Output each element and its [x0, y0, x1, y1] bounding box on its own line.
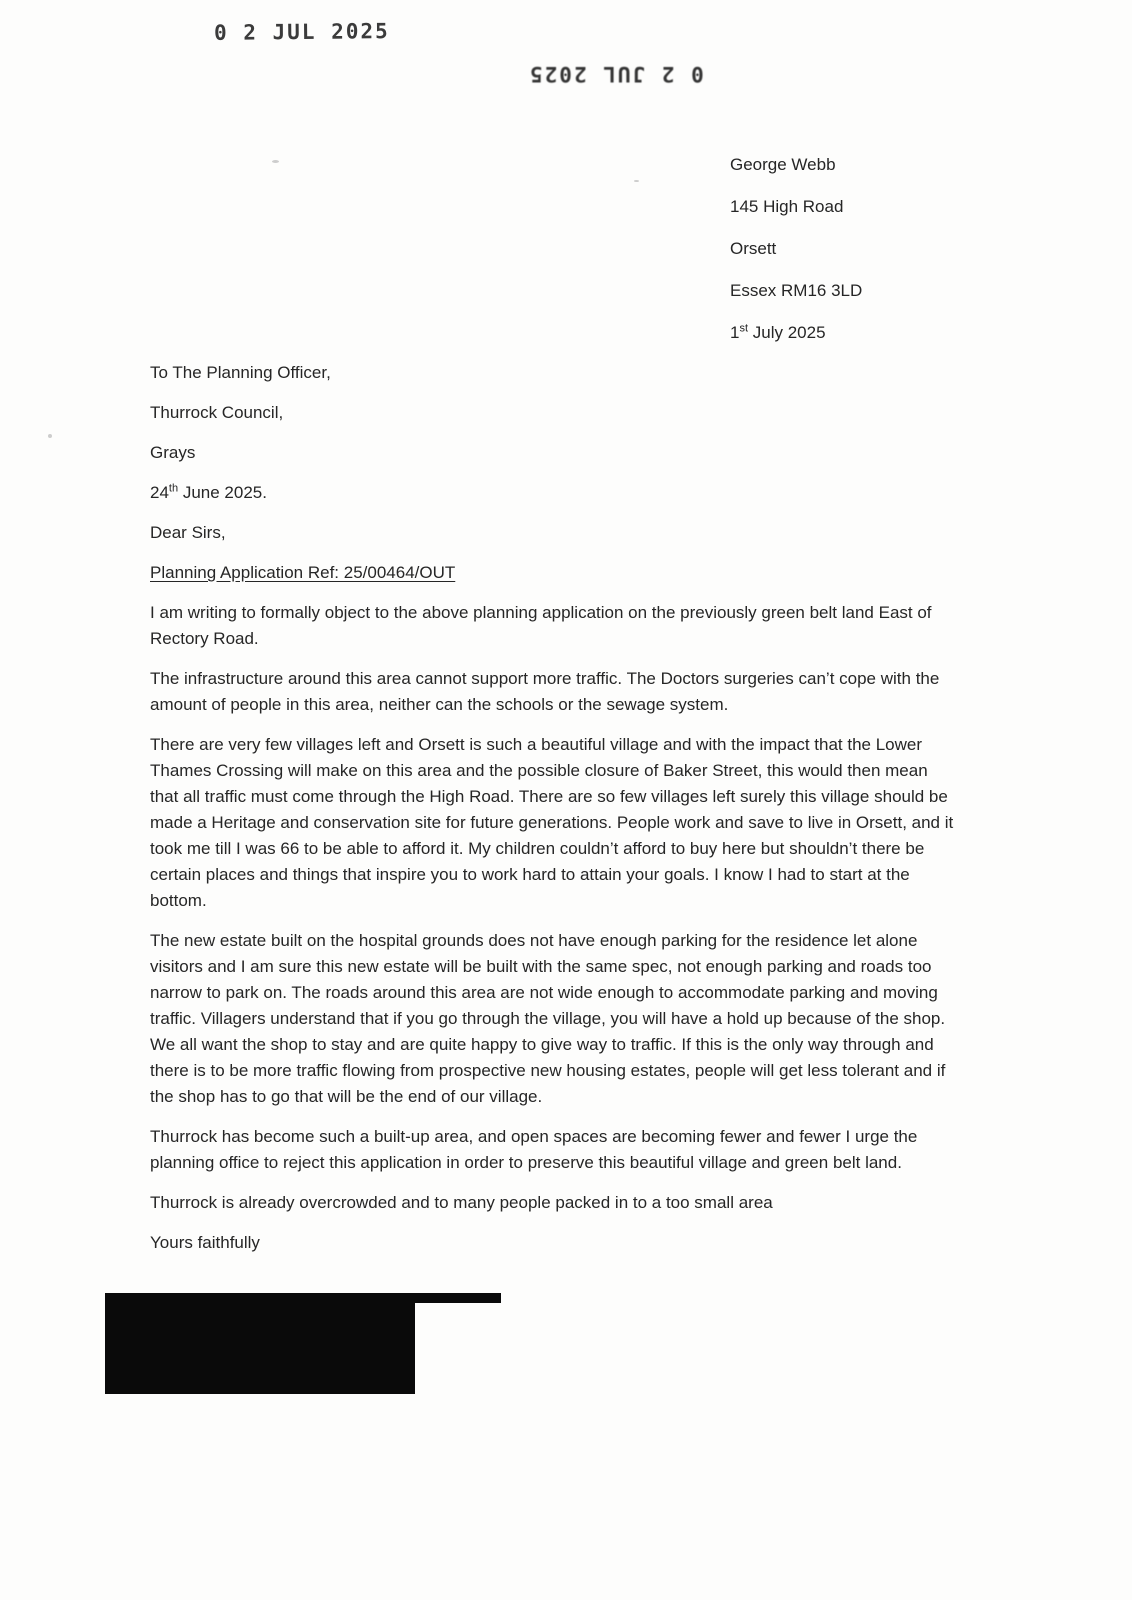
letter-body-column [150, 360, 956, 1256]
sender-town: Orsett [730, 239, 777, 258]
scan-speck [272, 160, 279, 163]
recipient-date-ordinal: th [168, 482, 179, 495]
redacted-signature [105, 1298, 415, 1394]
scan-speck [48, 434, 52, 438]
recipient-line: Grays [150, 443, 196, 462]
date-stamp-rotated-icon: 0 2 JUL 2025 [528, 62, 704, 86]
salutation: Dear Sirs, [150, 523, 226, 542]
letter-date [730, 320, 862, 346]
recipient-date [150, 480, 956, 506]
letter-date-rest: July 2025 [748, 323, 826, 342]
recipient-line: To The Planning Officer, [150, 363, 331, 382]
sender-name: George Webb [730, 155, 836, 174]
letter-paragraph: The infrastructure around this area cannot support more traffic. The Doctors surgeries can’t cope with the amount of people in this area, neither can the schools or the sewage system. [150, 669, 940, 714]
recipient-date-rest: June 2025. [178, 483, 267, 502]
subject-reference-line: Planning Application Ref: 25/00464/OUT [150, 563, 456, 582]
letter-paragraph: I am writing to formally object to the above planning application on the previously green belt land East of Rectory Road. [150, 603, 932, 648]
letter-paragraph: The new estate built on the hospital grounds does not have enough parking for the residence let alone visitors and I am sure this new estate will be built with the same spec, not enough parking and roads too narrow to park on. The roads around this area are not wide enough to accommodate parking and moving traffic. Villagers understand that if you go through the village, you will have a hold up because of the shop. We all want the shop to stay and are quite happy to give way to traffic. If this is the only way through and there is to be more traffic flowing from prospective new housing estates, people will get less tolerant and if the shop has to go that will be the end of our village. [150, 931, 946, 1106]
closing-valediction: Yours faithfully [150, 1233, 260, 1252]
letter-date-ordinal: st [739, 322, 749, 335]
letter-paragraph: Thurrock is already overcrowded and to many people packed in to a too small area [150, 1193, 773, 1212]
letter-paragraph: There are very few villages left and Orsett is such a beautiful village and with the impact that the Lower Thames Crossing will make on this area and the possible closure of Baker Street, this would then mean that all traffic must come through the High Road. There are so few villages left surely this village should be made a Heritage and conservation site for future generations. People work and save to live in Orsett, and it took me till I was 66 to be able to afford it. My children couldn’t afford to buy here but shouldn’t there be certain places and things that inspire you to work hard to attain your goals. I know I had to start at the bottom. [150, 735, 954, 910]
date-stamp: 0 2 JUL 2025 [213, 19, 390, 45]
sender-street: 145 High Road [730, 197, 844, 216]
recipient-date-day: 24 [150, 483, 169, 502]
recipient-line: Thurrock Council, [150, 403, 284, 422]
sender-address-block [730, 152, 862, 362]
scan-speck [634, 180, 639, 182]
letter-paragraph: Thurrock has become such a built-up area, and open spaces are becoming fewer and fewer I urge the planning office to reject this application in order to preserve this beautiful village and green belt land. [150, 1127, 918, 1172]
sender-postcode: Essex RM16 3LD [730, 281, 863, 300]
letter-date-day: 1 [730, 323, 740, 342]
